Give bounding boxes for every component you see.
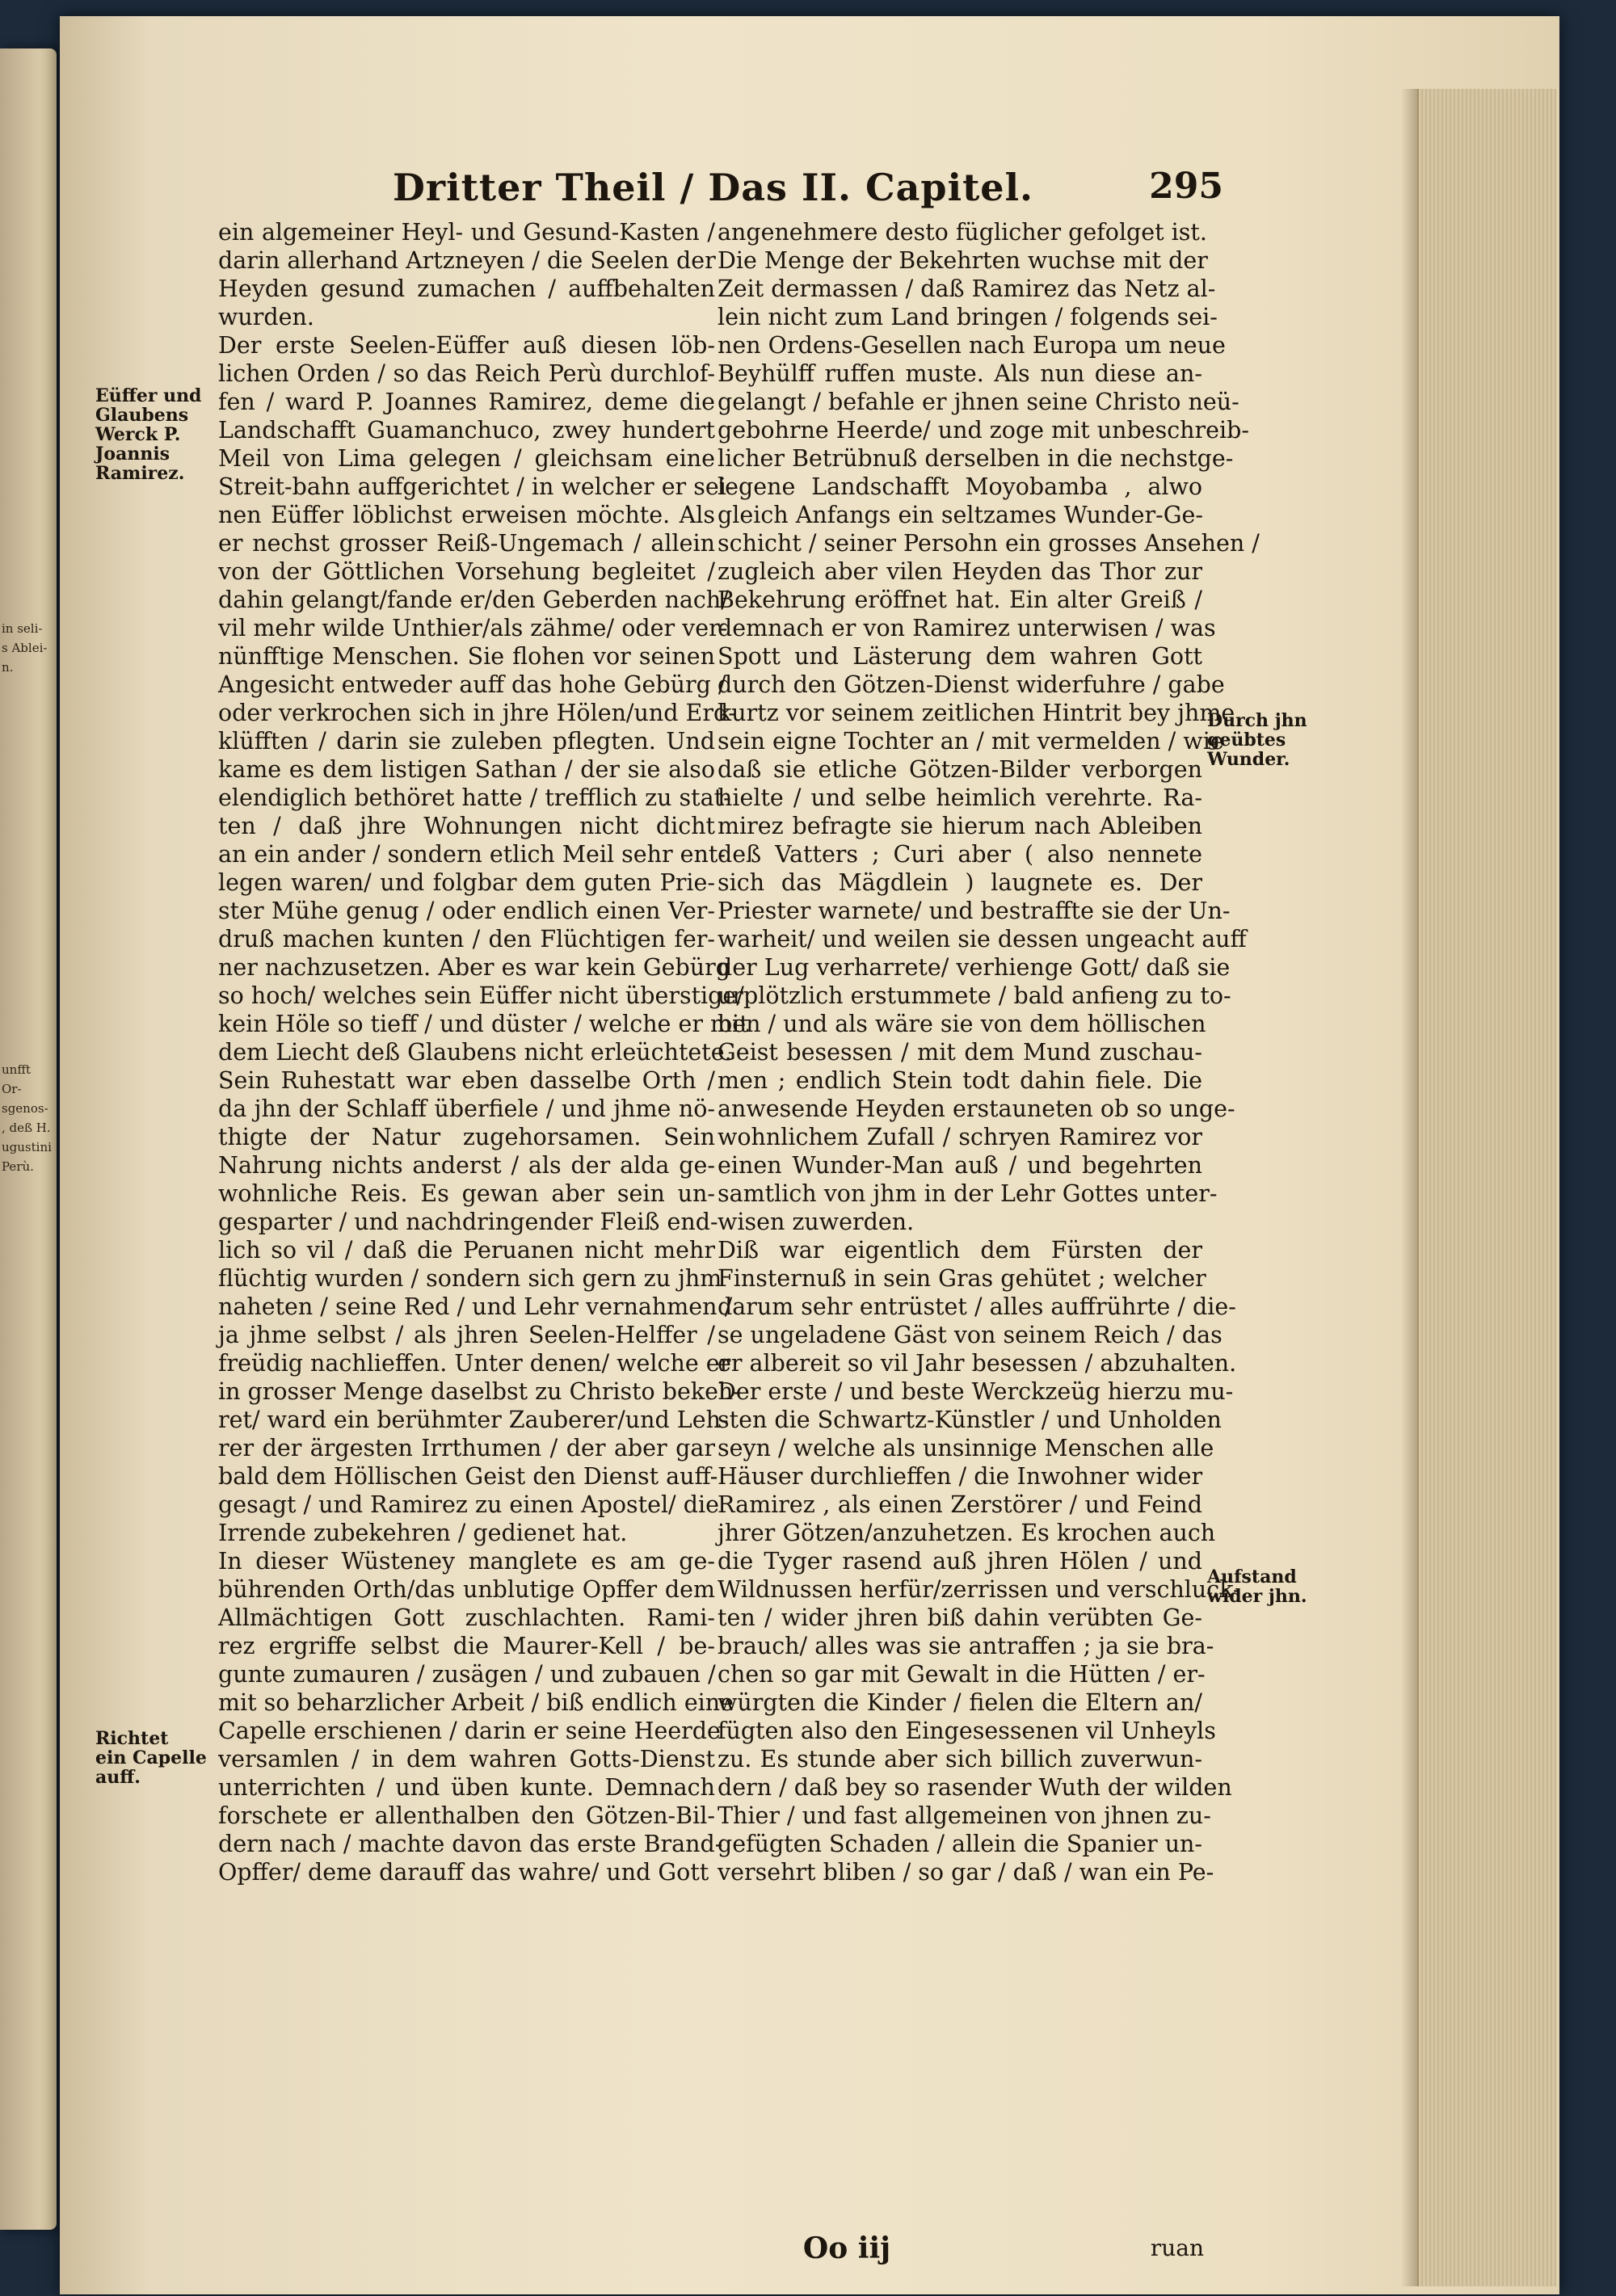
prev-fragment: unfft bbox=[2, 1062, 32, 1077]
text-line: ster Mühe genug / oder endlich einen Ver- bbox=[218, 898, 715, 924]
text-line: Irrende zubekehren / gedienet hat. bbox=[218, 1520, 628, 1546]
text-line: Diß war eigentlich dem Fürsten der bbox=[718, 1237, 1202, 1264]
prev-fragment: s Ablei- bbox=[2, 641, 48, 655]
text-line: warheit/ und weilen sie dessen ungeacht auff bbox=[718, 926, 1247, 952]
text-line: Die Menge der Bekehrten wuchse mit der bbox=[718, 247, 1208, 274]
text-line: druß machen kunten / den Flüchtigen fer- bbox=[218, 926, 715, 952]
text-line: gesparter / und nachdringender Fleiß end- bbox=[218, 1209, 718, 1235]
text-line: forschete er allenthalben den Götzen-Bil- bbox=[218, 1802, 715, 1829]
text-line: Beyhülff ruffen muste. Als nun diese an- bbox=[718, 360, 1202, 387]
text-line: darum sehr entrüstet / alles auffrührte / die- bbox=[718, 1293, 1236, 1320]
text-line: schicht / seiner Persohn ein grosses Ansehen / bbox=[718, 530, 1260, 557]
text-line: Heyden gesund zumachen / auffbehalten bbox=[218, 275, 715, 302]
text-line: Landschafft Guamanchuco, zwey hundert bbox=[218, 417, 715, 444]
text-line: versamlen / in dem wahren Gotts-Dienst bbox=[218, 1746, 715, 1772]
prev-fragment: Or- bbox=[2, 1082, 22, 1096]
text-line: fen / ward P. Joannes Ramirez, deme die bbox=[218, 389, 715, 415]
text-line: er albereit so vil Jahr besessen / abzuhalten. bbox=[718, 1350, 1237, 1377]
text-line: gebohrne Heerde/ und zoge mit unbeschreib- bbox=[718, 417, 1250, 444]
signature-mark: Oo iij bbox=[802, 2231, 891, 2265]
text-line: deß Vatters ; Curi aber ( also nennete bbox=[718, 841, 1202, 868]
text-line: ein algemeiner Heyl- und Gesund-Kasten / bbox=[218, 219, 715, 246]
text-line: Thier / und fast allgemeinen von jhnen zu- bbox=[718, 1802, 1211, 1829]
text-line: gelangt / befahle er jhnen seine Christo neü- bbox=[718, 389, 1239, 415]
text-line: gefügten Schaden / allein die Spanier un- bbox=[718, 1831, 1203, 1857]
text-line: brauch/ alles was sie antraffen ; ja sie bra- bbox=[718, 1633, 1214, 1659]
text-line: von der Göttlichen Vorsehung begleitet / bbox=[218, 558, 715, 585]
text-line: Streit-bahn auffgerichtet / in welcher er sei- bbox=[218, 473, 734, 500]
text-line: versehrt bliben / so gar / daß / wan ein Pe- bbox=[718, 1859, 1214, 1886]
text-line: kein Höle so tieff / und düster / welche er mit bbox=[218, 1011, 749, 1037]
text-line: Opffer/ deme darauff das wahre/ und Gott bbox=[218, 1859, 709, 1886]
text-line: gesagt / und Ramirez zu einen Apostel/ die bbox=[218, 1491, 719, 1518]
text-line: sten die Schwartz-Künstler / und Unholden bbox=[718, 1407, 1222, 1433]
text-line: darin allerhand Artzneyen / die Seelen der bbox=[218, 247, 716, 274]
text-line: Meil von Lima gelegen / gleichsam eine bbox=[218, 445, 715, 472]
text-line: lich so vil / daß die Peruanen nicht mehr bbox=[218, 1237, 715, 1264]
text-line: rez ergriffe selbst die Maurer-Kell / be- bbox=[218, 1633, 715, 1659]
text-line: an ein ander / sondern etlich Meil sehr ent- bbox=[218, 841, 726, 868]
text-line: Angesicht entweder auff das hohe Gebürg / bbox=[218, 671, 726, 698]
text-line: da jhn der Schlaff überfiele / und jhme nö- bbox=[218, 1095, 715, 1122]
text-line: er nechst grosser Reiß-Ungemach / allein bbox=[218, 530, 715, 557]
text-line: Geist besessen / mit dem Mund zuschau- bbox=[718, 1039, 1202, 1066]
text-line: lichen Orden / so das Reich Perù durchlof- bbox=[218, 360, 715, 387]
text-line: demnach er von Ramirez unterwisen / was bbox=[718, 615, 1216, 641]
text-line: Capelle erschienen / darin er seine Heerde bbox=[218, 1718, 721, 1744]
text-line: wisen zuwerden. bbox=[718, 1209, 915, 1235]
text-line: urplötzlich erstummete / bald anfieng zu to- bbox=[718, 982, 1231, 1009]
text-line: zu. Es stunde aber sich billich zuverwun- bbox=[718, 1746, 1202, 1772]
text-line: Bekehrung eröffnet hat. Ein alter Greiß / bbox=[718, 587, 1202, 613]
text-line: ten / wider jhren biß dahin verübten Ge- bbox=[718, 1604, 1202, 1631]
text-line: gunte zumauren / zusägen / und zubauen / bbox=[218, 1661, 716, 1688]
text-line: dern / daß bey so rasender Wuth der wilden bbox=[718, 1774, 1232, 1801]
text-line: se ungeladene Gäst von seinem Reich / das bbox=[718, 1322, 1223, 1348]
text-line: ben / und als wäre sie von dem höllischen bbox=[718, 1011, 1206, 1037]
text-line: sich das Mägdlein ) laugnete es. Der bbox=[718, 869, 1202, 896]
text-line: daß sie etliche Götzen-Bilder verborgen bbox=[718, 756, 1202, 783]
text-line: gleich Anfangs ein seltzames Wunder-Ge- bbox=[718, 502, 1203, 528]
text-line: thigte der Natur zugehorsamen. Sein bbox=[218, 1124, 715, 1150]
prev-fragment: n. bbox=[2, 660, 14, 675]
text-line: licher Betrübnuß derselben in die nechstge- bbox=[718, 445, 1234, 472]
text-line: wohnliche Reis. Es gewan aber sein un- bbox=[218, 1180, 715, 1207]
text-line: samtlich von jhm in der Lehr Gottes unter- bbox=[718, 1180, 1218, 1207]
text-line: Wildnussen herfür/zerrissen und verschluck- bbox=[718, 1576, 1241, 1603]
margin-note-miracle: Durch jhn geübtes Wunder. bbox=[1207, 710, 1307, 770]
text-line: fügten also den Eingesessenen vil Unheyls bbox=[718, 1718, 1216, 1744]
text-line: ner nachzusetzen. Aber es war kein Gebürg bbox=[218, 954, 730, 981]
text-line: naheten / seine Red / und Lehr vernahmen / bbox=[218, 1293, 733, 1320]
text-line: elendiglich bethöret hatte / trefflich zu stat- bbox=[218, 784, 731, 811]
text-line: zugleich aber vilen Heyden das Thor zur bbox=[718, 558, 1202, 585]
previous-page-edge bbox=[0, 48, 57, 2230]
text-line: in grosser Menge daselbst zu Christo bekeh- bbox=[218, 1378, 742, 1405]
text-line: nen Ordens-Gesellen nach Europa um neue bbox=[718, 332, 1226, 359]
text-line: Ramirez , als einen Zerstörer / und Feind bbox=[718, 1491, 1202, 1518]
prev-fragment: sgenos- bbox=[2, 1101, 48, 1116]
text-line: Sein Ruhestatt war eben dasselbe Orth / bbox=[218, 1067, 715, 1094]
prev-fragment: in seli- bbox=[2, 621, 43, 636]
text-line: legene Landschafft Moyobamba , alwo bbox=[718, 473, 1202, 500]
text-line: dahin gelangt/fande er/den Geberden nach/ bbox=[218, 587, 729, 613]
text-line: freüdig nachlieffen. Unter denen/ welche er bbox=[218, 1350, 731, 1377]
text-line: Allmächtigen Gott zuschlachten. Rami- bbox=[218, 1604, 715, 1631]
text-line: Der erste / und beste Werckzeüg hierzu mu- bbox=[718, 1378, 1234, 1405]
text-line: der Lug verharrete/ verhienge Gott/ daß sie bbox=[718, 954, 1231, 981]
page-number: 295 bbox=[1149, 166, 1223, 207]
text-line: mirez befragte sie hierum nach Ableiben bbox=[718, 813, 1202, 839]
text-line: einen Wunder-Man auß / und begehrten bbox=[718, 1152, 1202, 1179]
catchword: ruan bbox=[1150, 2235, 1204, 2261]
margin-note-uprising: Aufstand wider jhn. bbox=[1207, 1566, 1307, 1607]
text-line: chen so gar mit Gewalt in die Hütten / er- bbox=[718, 1661, 1206, 1688]
page-block-edge bbox=[1417, 89, 1556, 2286]
text-line: Häuser durchlieffen / die Inwohner wider bbox=[718, 1463, 1203, 1490]
text-line: In dieser Wüsteney manglete es am ge- bbox=[218, 1548, 715, 1575]
text-line: oder verkrochen sich in jhre Hölen/und Erd- bbox=[218, 700, 736, 726]
text-line: anwesende Heyden erstauneten ob so unge- bbox=[718, 1095, 1235, 1122]
text-line: flüchtig wurden / sondern sich gern zu jhm bbox=[218, 1265, 722, 1292]
text-line: vil mehr wilde Unthier/als zähme/ oder ver- bbox=[218, 615, 728, 641]
text-line: so hoch/ welches sein Eüffer nicht überstige/ bbox=[218, 982, 744, 1009]
running-title: Dritter Theil / Das II. Capitel. bbox=[393, 166, 1034, 209]
text-line: mit so beharzlicher Arbeit / biß endlich eine bbox=[218, 1689, 734, 1716]
text-line: würgten die Kinder / fielen die Eltern an/ bbox=[718, 1689, 1202, 1716]
text-line: Spott und Lästerung dem wahren Gott bbox=[718, 643, 1202, 670]
text-line: kame es dem listigen Sathan / der sie also bbox=[218, 756, 715, 783]
text-line: seyn / welche als unsinnige Menschen alle bbox=[718, 1435, 1214, 1461]
text-line: wurden. bbox=[218, 304, 314, 330]
left-text-column bbox=[218, 218, 749, 1886]
prev-fragment: Perù. bbox=[2, 1159, 34, 1174]
text-line: unterrichten / und üben kunte. Demnach bbox=[218, 1774, 715, 1801]
text-line: ja jhme selbst / als jhren Seelen-Helffer / bbox=[218, 1322, 715, 1348]
text-line: klüfften / darin sie zuleben pflegten. Und bbox=[218, 728, 715, 755]
text-line: angenehmere desto füglicher gefolget ist. bbox=[718, 219, 1207, 246]
text-line: bald dem Höllischen Geist den Dienst auff- bbox=[218, 1463, 718, 1490]
text-line: hielte / und selbe heimlich verehrte. Ra- bbox=[718, 784, 1202, 811]
prev-fragment: , deß H. bbox=[2, 1121, 51, 1135]
text-line: ret/ ward ein berühmter Zauberer/und Leh- bbox=[218, 1407, 729, 1433]
text-line: Zeit dermassen / daß Ramirez das Netz al- bbox=[718, 275, 1216, 302]
text-line: legen waren/ und folgbar dem guten Prie- bbox=[218, 869, 715, 896]
text-line: lein nicht zum Land bringen / folgends sei- bbox=[718, 304, 1218, 330]
text-line: die Tyger rasend auß jhren Hölen / und bbox=[718, 1548, 1202, 1575]
text-line: Finsternuß in sein Gras gehütet ; welcher bbox=[718, 1265, 1206, 1292]
text-line: nünfftige Menschen. Sie flohen vor seinen bbox=[218, 643, 715, 670]
text-line: dern nach / machte davon das erste Brand- bbox=[218, 1831, 723, 1857]
text-line: jhrer Götzen/anzuhetzen. Es krochen auch bbox=[718, 1520, 1216, 1546]
text-line: rer der ärgesten Irrthumen / der aber gar bbox=[218, 1435, 715, 1461]
text-line: bührenden Orth/das unblutige Opffer dem bbox=[218, 1576, 715, 1603]
text-line: men ; endlich Stein todt dahin fiele. Die bbox=[718, 1067, 1202, 1094]
text-line: Nahrung nichts anderst / als der alda ge- bbox=[218, 1152, 715, 1179]
text-line: durch den Götzen-Dienst widerfuhre / gabe bbox=[718, 671, 1225, 698]
text-line: dem Liecht deß Glaubens nicht erleüchtete. bbox=[218, 1039, 732, 1066]
margin-note-chapel: Richtet ein Capelle auff. bbox=[95, 1728, 207, 1788]
margin-note-zeal: Eüffer und Glaubens Werck P. Joannis Ramirez. bbox=[95, 385, 202, 484]
text-line: Priester warnete/ und bestraffte sie der Un- bbox=[718, 898, 1231, 924]
prev-fragment: ugustini bbox=[2, 1140, 52, 1154]
text-line: nen Eüffer löblichst erweisen möchte. Als bbox=[218, 502, 715, 528]
text-line: Der erste Seelen-Eüffer auß diesen löb- bbox=[218, 332, 715, 359]
text-line: ten / daß jhre Wohnungen nicht dicht bbox=[218, 813, 715, 839]
text-line: kurtz vor seinem zeitlichen Hintrit bey jhme bbox=[718, 700, 1235, 726]
text-line: wohnlichem Zufall / schryen Ramirez vor bbox=[718, 1124, 1202, 1150]
text-line: sein eigne Tochter an / mit vermelden / wie bbox=[718, 728, 1224, 755]
